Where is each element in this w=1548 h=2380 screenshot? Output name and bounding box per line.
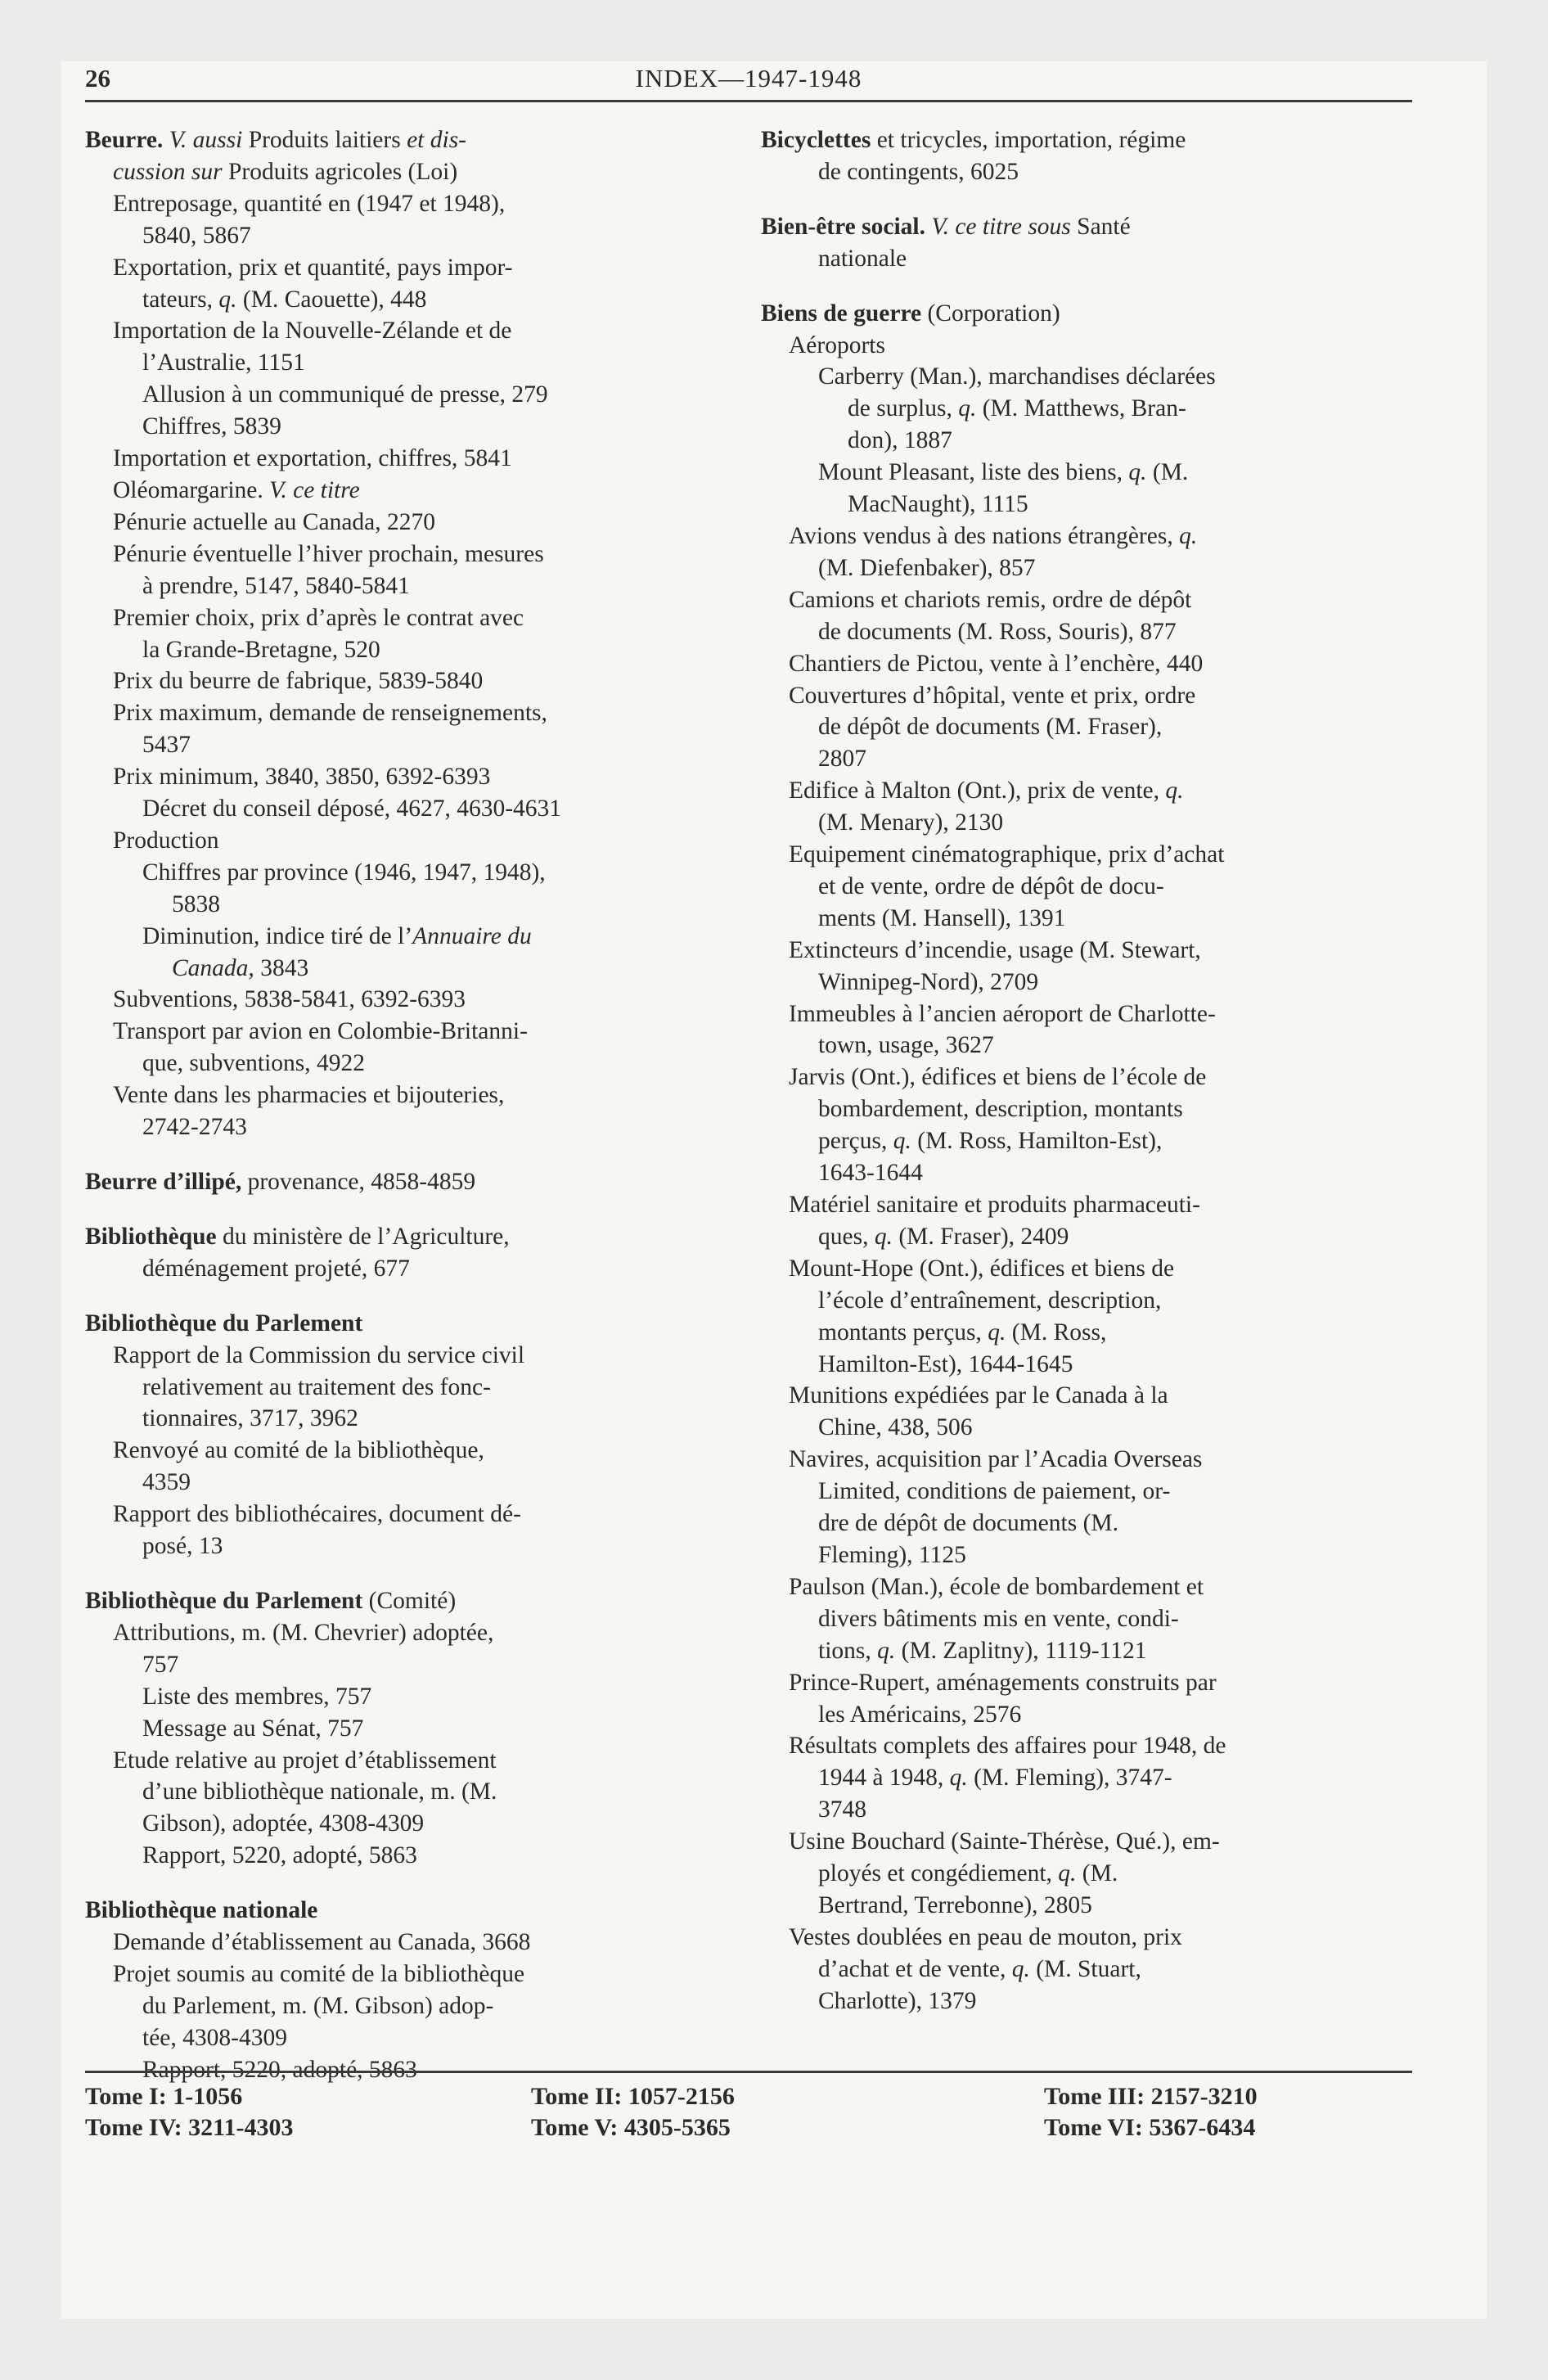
entry-subline [761, 1030, 1409, 1062]
volume-footer [85, 2081, 1412, 2155]
entry-subline [761, 552, 1409, 584]
entry-text: tions, [818, 1637, 878, 1664]
entry-subline [85, 284, 713, 316]
entry-subline [85, 1080, 713, 1111]
entry-text: Mount Pleasant, liste des biens, [818, 459, 1129, 486]
index-entry [85, 124, 713, 1143]
entry-text: Pénurie éventuelle l’hiver prochain, mesures [113, 540, 544, 567]
entry-text: 5840, 5867 [142, 222, 251, 249]
entry-text: Navires, acquisition par l’Acadia Overseas [789, 1446, 1203, 1473]
entry-text: Oléomargarine. [113, 476, 270, 503]
tome-4: Tome IV: 3211-4303 [85, 2114, 294, 2141]
page-number: 26 [85, 64, 110, 92]
entry-subline [85, 570, 713, 602]
entry-text: 2807 [818, 746, 866, 773]
entry-text: MacNaught), 1115 [848, 491, 1028, 518]
entry-text: divers bâtiments mis en vente, condi- [818, 1605, 1179, 1632]
entry-text: Hamilton-Est), 1644-1645 [818, 1350, 1073, 1377]
entry-subline [85, 1990, 713, 2022]
entry-text: Prix du beurre de fabrique, 5839-5840 [113, 668, 484, 695]
entry-subline [761, 1762, 1409, 1794]
entry-text: de documents (M. Ross, Souris), 877 [818, 618, 1177, 645]
entry-heading-line [761, 124, 1409, 156]
entry-text: Demande d’établissement au Canada, 3668 [113, 1929, 531, 1956]
entry-text: tateurs, [142, 286, 219, 313]
entry-text: cussion sur [113, 158, 228, 185]
entry-heading-line [85, 1585, 713, 1617]
entry-text: Bertrand, Terrebonne), 2805 [818, 1891, 1092, 1918]
entry-subline [85, 857, 713, 889]
entry-subline [85, 889, 713, 921]
entry-text: Importation et exportation, chiffres, 5841 [113, 445, 512, 472]
entry-text: Etude relative au projet d’établissement [113, 1747, 497, 1774]
entry-subline [85, 602, 713, 634]
entry-text: Vestes doublées en peau de mouton, prix [789, 1923, 1182, 1950]
entry-heading-line [85, 1166, 713, 1198]
entry-text: et dis- [407, 127, 466, 153]
entry-text: Bien-être social. [761, 213, 925, 240]
entry-text: de dépôt de documents (M. Fraser), [818, 714, 1163, 741]
entry-text: Subventions, 5838-5841, 6392-6393 [113, 986, 466, 1013]
entry-subline [761, 1412, 1409, 1444]
entry-text: don), 1887 [848, 427, 952, 454]
entry-text: Beurre. [85, 127, 169, 153]
entry-subline [85, 697, 713, 729]
entry-text: provenance, 4858-4859 [241, 1169, 476, 1195]
tome-3: Tome III: 2157-3210 [1044, 2083, 1258, 2110]
entry-text: tée, 4308-4309 [142, 2024, 287, 2051]
entry-text: d’une bibliothèque nationale, m. (M. [142, 1778, 497, 1805]
entry-subline [85, 921, 713, 953]
entry-text: (M. Fleming), 3747- [967, 1765, 1172, 1792]
entry-text: Bicyclettes [761, 127, 871, 153]
entry-text: (M. Matthews, Bran- [976, 395, 1186, 422]
entry-text: Importation de la Nouvelle-Zélande et de [113, 318, 512, 345]
entry-text: du ministère de l’Agriculture, [216, 1223, 510, 1250]
entry-subline [85, 1016, 713, 1048]
entry-text: montants perçus, [818, 1318, 988, 1346]
entry-text: Rapport, 5220, adopté, 5863 [142, 1842, 417, 1869]
entry-subline [85, 188, 713, 220]
entry-text: Fleming), 1125 [818, 1541, 966, 1568]
entry-subline [761, 1667, 1409, 1699]
entry-subline [85, 2022, 713, 2054]
entry-text: ployés et congédiement, [818, 1860, 1059, 1887]
entry-subline [761, 1571, 1409, 1603]
index-entry [85, 1166, 713, 1198]
tome-2: Tome II: 1057-2156 [531, 2083, 735, 2110]
entry-subline [761, 1890, 1409, 1922]
entry-subline [85, 1808, 713, 1840]
entry-text: ments (M. Hansell), 1391 [818, 904, 1066, 931]
entry-subline [85, 825, 713, 857]
entry-text: q. [1179, 522, 1198, 549]
entry-text: 3748 [818, 1796, 866, 1823]
footer-rule [85, 2071, 1412, 2073]
entry-subline [761, 903, 1409, 935]
entry-subline [85, 1927, 713, 1959]
entry-text: Carberry (Man.), marchandises déclarées [818, 363, 1216, 390]
entry-text: q. [1128, 459, 1147, 486]
left-column [85, 124, 713, 2109]
entry-subline [85, 475, 713, 507]
entry-heading-line [85, 124, 713, 156]
entry-subline [761, 1285, 1409, 1317]
entry-subline [85, 634, 713, 666]
entry-text: (M. Caouette), 448 [236, 286, 427, 313]
entry-text: (Comité) [362, 1587, 457, 1614]
entry-text: q. [893, 1128, 911, 1155]
entry-text: 3843 [254, 954, 309, 981]
entry-subline [761, 775, 1409, 807]
entry-text: Allusion à un communiqué de presse, 279 [142, 381, 548, 408]
entry-heading-line [761, 211, 1409, 243]
entry-text: Biens de guerre [761, 300, 922, 327]
entry-text: l’école d’entraînement, description, [818, 1287, 1162, 1314]
entry-text: Chiffres, 5839 [142, 413, 281, 440]
tome-1: Tome I: 1-1056 [85, 2083, 243, 2110]
entry-text: Prix maximum, demande de renseignements, [113, 700, 547, 727]
entry-subline [85, 1372, 713, 1404]
entry-text: Chantiers de Pictou, vente à l’enchère, 440 [789, 650, 1204, 677]
entry-text: (M. Menary), 2130 [818, 809, 1004, 836]
entry-subline [761, 743, 1409, 775]
entry-text: Entreposage, quantité en (1947 et 1948), [113, 190, 506, 217]
entry-text: ques, [818, 1223, 875, 1250]
entry-subline [85, 1649, 713, 1681]
entry-text: town, usage, 3627 [818, 1032, 994, 1059]
entry-text: q. [988, 1318, 1006, 1346]
entry-text: Gibson), adoptée, 4308-4309 [142, 1810, 425, 1837]
entry-text: Produits laitiers [248, 127, 407, 153]
entry-text: (M. [1076, 1860, 1118, 1887]
entry-text: Bibliothèque nationale [85, 1897, 318, 1924]
entry-text: q. [1011, 1955, 1030, 1982]
entry-subline [761, 393, 1409, 425]
entry-text: Premier choix, prix d’après le contrat avec [113, 604, 524, 631]
tome-5: Tome V: 4305-5365 [531, 2114, 731, 2141]
entry-text: Exportation, prix et quantité, pays impor- [113, 254, 513, 281]
entry-text: du Parlement, m. (M. Gibson) adop- [142, 1992, 494, 2019]
entry-text: Camions et chariots remis, ordre de dépôt [789, 586, 1192, 613]
entry-text: Prix minimum, 3840, 3850, 6392-6393 [113, 764, 491, 791]
index-entry [85, 1895, 713, 2085]
entry-text: de surplus, [848, 395, 959, 422]
entry-subline [761, 1253, 1409, 1285]
index-entry [85, 1308, 713, 1562]
entry-subline [761, 648, 1409, 680]
entry-text: q. [1058, 1860, 1077, 1887]
entry-text: Prince-Rupert, aménagements construits par [789, 1669, 1217, 1696]
entry-subline [85, 1530, 713, 1562]
entry-text: Annuaire du [412, 922, 532, 949]
index-entry [85, 1221, 713, 1285]
entry-subline [761, 1699, 1409, 1731]
entry-subline [761, 521, 1409, 552]
entry-text: bombardement, description, montants [818, 1096, 1183, 1123]
entry-text: Winnipeg-Nord), 2709 [818, 968, 1039, 995]
entry-subline [85, 1340, 713, 1372]
entry-subline [761, 1539, 1409, 1571]
right-column [761, 124, 1409, 2040]
index-entry [761, 124, 1409, 188]
entry-text: perçus, [818, 1128, 893, 1155]
entry-text: les Américains, 2576 [818, 1701, 1022, 1728]
entry-subline [761, 361, 1409, 393]
entry-text: Liste des membres, 757 [142, 1683, 372, 1710]
entry-text: Chine, 438, 506 [818, 1414, 973, 1441]
entry-text: Production [113, 827, 219, 854]
entry-heading-line [85, 1895, 713, 1927]
entry-text: q. [949, 1765, 968, 1792]
entry-subline [761, 616, 1409, 648]
entry-subline [761, 1349, 1409, 1381]
entry-text: (M. Ross, [1006, 1318, 1107, 1346]
entry-subline [85, 1467, 713, 1499]
entry-text: Couvertures d’hôpital, vente et prix, ordre [789, 682, 1196, 709]
entry-subline [761, 1635, 1409, 1667]
entry-subline [85, 1959, 713, 1990]
entry-subline [85, 539, 713, 570]
entry-text: Paulson (Man.), école de bombardement et [789, 1573, 1204, 1600]
header-rule [85, 100, 1412, 102]
entry-text: Bibliothèque du Parlement [85, 1587, 363, 1614]
entry-subline [85, 220, 713, 252]
entry-subline [761, 1157, 1409, 1189]
entry-heading-line [761, 298, 1409, 330]
entry-subline [85, 729, 713, 761]
entry-subline [85, 1111, 713, 1143]
entry-subline [85, 1681, 713, 1713]
entry-text: et tricycles, importation, régime [871, 127, 1186, 153]
entry-subline [761, 1922, 1409, 1954]
entry-text: (M. Diefenbaker), 857 [818, 554, 1036, 581]
entry-subline [85, 1435, 713, 1467]
entry-subline [761, 425, 1409, 457]
entry-subline [85, 156, 713, 188]
entry-subline [761, 1986, 1409, 2017]
entry-subline [85, 761, 713, 793]
entry-text: q. [874, 1223, 893, 1250]
entry-text: à prendre, 5147, 5840-5841 [142, 572, 410, 599]
entry-text: V. ce titre sous [931, 213, 1071, 240]
entry-text: Aéroports [789, 331, 885, 358]
entry-subline [85, 1745, 713, 1777]
entry-subline [85, 1617, 713, 1649]
entry-text: Rapport des bibliothécaires, document dé- [113, 1501, 521, 1528]
entry-subline [85, 1253, 713, 1285]
entry-text: Limited, conditions de paiement, or- [818, 1478, 1171, 1505]
entry-text: (Corporation) [921, 300, 1060, 327]
entry-subline [761, 1730, 1409, 1762]
entry-subline [761, 584, 1409, 616]
entry-subline [85, 315, 713, 347]
entry-subline [85, 1840, 713, 1872]
entry-text: 5437 [142, 732, 191, 759]
entry-text: d’achat et de vente, [818, 1955, 1012, 1982]
entry-subline [761, 330, 1409, 362]
entry-text: V. ce titre [269, 476, 360, 503]
entry-text: (M. Zaplitny), 1119-1121 [895, 1637, 1147, 1664]
entry-text: 757 [142, 1651, 179, 1678]
entry-subline [761, 1603, 1409, 1635]
entry-text: Produits agricoles (Loi) [227, 158, 458, 185]
entry-subline [85, 953, 713, 985]
entry-subline [85, 252, 713, 284]
entry-text: (M. [1146, 459, 1189, 486]
entry-text: et de vente, ordre de dépôt de docu- [818, 872, 1164, 899]
entry-subline [761, 998, 1409, 1030]
entry-text: Santé [1070, 213, 1131, 240]
entry-text: Chiffres par province (1946, 1947, 1948), [142, 859, 546, 886]
entry-subline [761, 807, 1409, 839]
entry-subline [85, 665, 713, 697]
entry-subline [85, 443, 713, 475]
entry-text: Résultats complets des affaires pour 1948, de [789, 1733, 1226, 1760]
entry-text: tionnaires, 3717, 3962 [142, 1405, 358, 1432]
entry-text: Immeubles à l’ancien aéroport de Charlotte- [789, 1000, 1216, 1027]
entry-text: Décret du conseil déposé, 4627, 4630-4631 [142, 796, 562, 823]
entry-subline [761, 243, 1409, 275]
entry-text: q. [218, 286, 237, 313]
entry-text: déménagement projeté, 677 [142, 1255, 410, 1282]
entry-text: Diminution, indice tiré de l’ [142, 922, 413, 949]
entry-text: Charlotte), 1379 [818, 1987, 977, 2014]
entry-subline [85, 1499, 713, 1530]
entry-text: l’Australie, 1151 [142, 349, 305, 376]
entry-text: q. [958, 395, 977, 422]
entry-text: Edifice à Malton (Ont.), prix de vente, [789, 778, 1166, 805]
entry-text: Transport par avion en Colombie-Britanni- [113, 1018, 528, 1045]
entry-subline [761, 1189, 1409, 1221]
entry-text: Mount-Hope (Ont.), édifices et biens de [789, 1255, 1175, 1282]
entry-text: V. aussi [169, 127, 249, 153]
entry-text: Matériel sanitaire et produits pharmaceuti- [789, 1192, 1200, 1218]
entry-subline [761, 1476, 1409, 1508]
entry-subline [761, 967, 1409, 998]
entry-subline [761, 156, 1409, 188]
entry-text: Munitions expédiées par le Canada à la [789, 1382, 1168, 1409]
entry-text: Rapport de la Commission du service civil [113, 1341, 525, 1368]
index-entry [761, 298, 1409, 2017]
entry-subline [761, 1125, 1409, 1157]
entry-text: Pénurie actuelle au Canada, 2270 [113, 508, 436, 535]
entry-subline [761, 680, 1409, 712]
entry-text: (M. Stuart, [1029, 1955, 1141, 1982]
entry-text: Avions vendus à des nations étrangères, [789, 522, 1180, 549]
entry-subline [85, 411, 713, 443]
entry-text: que, subventions, 4922 [142, 1050, 366, 1077]
entry-heading-line [85, 1221, 713, 1253]
entry-text: Renvoyé au comité de la bibliothèque, [113, 1437, 484, 1464]
entry-subline [85, 1713, 713, 1745]
entry-text: Message au Sénat, 757 [142, 1715, 364, 1742]
entry-text: Extincteurs d’incendie, usage (M. Stewart, [789, 936, 1201, 963]
entry-text: 5838 [172, 890, 220, 917]
entry-text: Attributions, m. (M. Chevrier) adoptée, [113, 1619, 494, 1646]
entry-text: Rapport, 5220, adopté, 5863 [142, 2056, 417, 2083]
entry-subline [761, 1444, 1409, 1476]
entry-subline [761, 1093, 1409, 1125]
entry-text: Usine Bouchard (Sainte-Thérèse, Qué.), em- [789, 1828, 1220, 1855]
entry-subline [85, 1403, 713, 1435]
page-header [85, 57, 1412, 98]
entry-text: la Grande-Bretagne, 520 [142, 636, 380, 663]
entry-subline [761, 711, 1409, 743]
entry-subline [761, 457, 1409, 489]
entry-text: Projet soumis au comité de la bibliothèque [113, 1960, 525, 1987]
entry-subline [85, 507, 713, 539]
entry-text: Bibliothèque [85, 1223, 217, 1250]
entry-subline [761, 1317, 1409, 1349]
entry-subline [761, 871, 1409, 903]
entry-text: Vente dans les pharmacies et bijouteries, [113, 1082, 505, 1109]
entry-text: 4359 [142, 1469, 191, 1496]
entry-text: (M. Fraser), 2409 [892, 1223, 1069, 1250]
entry-text: Beurre d’illipé, [85, 1169, 242, 1195]
entry-subline [761, 1062, 1409, 1093]
entry-text: posé, 13 [142, 1533, 223, 1560]
entry-text: 1643-1644 [818, 1160, 923, 1187]
entry-subline [761, 935, 1409, 967]
index-entry [85, 1585, 713, 1872]
entry-subline [761, 489, 1409, 521]
entry-subline [761, 839, 1409, 871]
entry-text: Equipement cinématographique, prix d’achat [789, 841, 1225, 868]
entry-text: Bibliothèque du Parlement [85, 1309, 363, 1336]
entry-text: q. [1165, 778, 1184, 805]
index-entry [761, 211, 1409, 275]
entry-subline [85, 379, 713, 411]
entry-heading-line [85, 1308, 713, 1340]
entry-text: 1944 à 1948, [818, 1765, 950, 1792]
entry-text: (M. Ross, Hamilton-Est), [911, 1128, 1163, 1155]
entry-text: de contingents, 6025 [818, 158, 1019, 185]
entry-text: dre de dépôt de documents (M. [818, 1510, 1119, 1537]
entry-subline [761, 1221, 1409, 1253]
entry-text: relativement au traitement des fonc- [142, 1373, 491, 1400]
entry-subline [761, 1826, 1409, 1858]
entry-subline [761, 1380, 1409, 1412]
entry-text: Jarvis (Ont.), édifices et biens de l’école de [789, 1064, 1207, 1091]
entry-text: Canada, [172, 954, 254, 981]
entry-subline [85, 347, 713, 379]
page-title: INDEX—1947-1948 [635, 64, 862, 92]
entry-subline [761, 1858, 1409, 1890]
tome-6: Tome VI: 5367-6434 [1044, 2114, 1256, 2141]
entry-subline [85, 793, 713, 825]
entry-subline [761, 1508, 1409, 1539]
entry-subline [85, 984, 713, 1016]
entry-subline [85, 1776, 713, 1808]
entry-text: nationale [818, 245, 907, 272]
entry-subline [761, 1954, 1409, 1986]
entry-subline [761, 1794, 1409, 1826]
entry-text: 2742-2743 [142, 1114, 247, 1141]
entry-text: q. [877, 1637, 896, 1664]
entry-subline [85, 1048, 713, 1080]
